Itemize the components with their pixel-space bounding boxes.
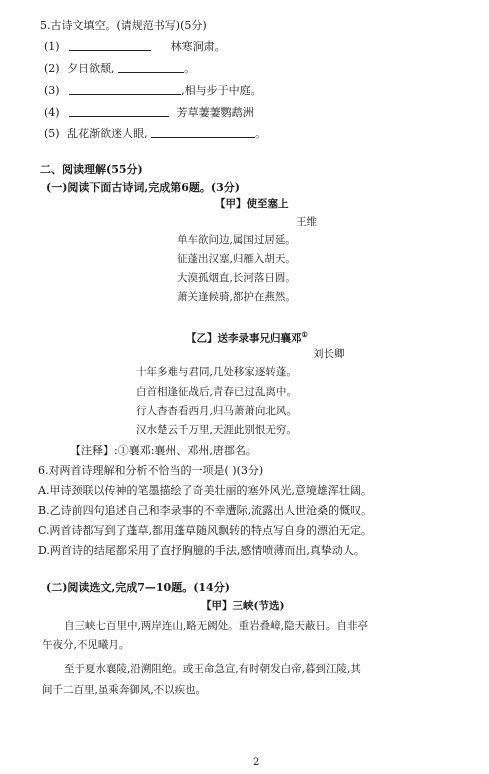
answer-blank-3[interactable] bbox=[69, 84, 181, 95]
answer-blank-2[interactable] bbox=[118, 62, 184, 73]
prose-line: 至于夏水襄陵,沿溯阻绝。或王命急宣,有时朝发白帝,暮到江陵,其 bbox=[64, 663, 361, 675]
answer-blank-4[interactable] bbox=[69, 106, 169, 117]
q5-item-4: (4) 芳草萋萋鹦鹉洲 bbox=[44, 106, 254, 119]
prose-line: 自三峡七百里中,两岸连山,略无阙处。重岩叠嶂,隐天蔽日。自非亭 bbox=[64, 620, 369, 632]
q6-option-d[interactable]: D.两首诗的结尾都采用了直抒胸臆的手法,感情喷薄而出,真挚动人。 bbox=[38, 544, 365, 557]
part2-heading: (二)阅读选文,完成7—10题。(14分) bbox=[46, 581, 230, 594]
poem-b-title: 【乙】送李录事兄归襄邓① bbox=[186, 330, 308, 345]
q6-option-c[interactable]: C.两首诗都写到了蓬草,都用蓬草随风飘转的特点写自身的漂泊无定。 bbox=[38, 524, 373, 537]
prose-title: 【甲】三峡(节选) bbox=[201, 600, 285, 612]
answer-blank-1[interactable] bbox=[69, 40, 151, 51]
page-number: 2 bbox=[253, 757, 260, 768]
q5-title: 5.古诗文填空。(请规范书写)(5分) bbox=[40, 19, 207, 32]
q5-item-2: (2) 夕日欲颓, 。 bbox=[44, 62, 196, 75]
poem-a-title: 【甲】使至塞上 bbox=[215, 198, 289, 210]
poem-b-line: 汉水楚云千万里,天涯此别恨无穷。 bbox=[136, 424, 297, 436]
poem-a-line: 萧关逢候骑,都护在燕然。 bbox=[177, 291, 296, 303]
answer-blank-5[interactable] bbox=[151, 127, 255, 138]
poem-b-line: 白首相逢征战后,青春已过乱离中。 bbox=[136, 386, 297, 398]
footnote-marker: ① bbox=[301, 330, 308, 339]
prose-line: 间千二百里,虽乘奔御风,不以疾也。 bbox=[42, 684, 207, 696]
poem-a-author: 王维 bbox=[296, 216, 317, 228]
poem-b-line: 十年多难与君同,几处移家逐转蓬。 bbox=[136, 366, 297, 378]
poem-b-author: 刘长卿 bbox=[313, 348, 345, 360]
prose-line: 午夜分,不见曦月。 bbox=[42, 639, 130, 651]
poem-a-line: 大漠孤烟直,长河落日圆。 bbox=[177, 272, 296, 284]
section2-heading: 二、阅读理解(55分) bbox=[40, 163, 143, 176]
poem-a-line: 单车欲问边,属国过居延。 bbox=[177, 234, 296, 246]
q5-item-5: (5) 乱花渐欲迷人眼, 。 bbox=[44, 127, 267, 140]
poem-a-line: 征蓬出汉塞,归雁入胡天。 bbox=[177, 253, 296, 265]
q6-option-b[interactable]: B.乙诗前四句追述自己和李录事的不幸遭际,流露出人世沧桑的慨叹。 bbox=[38, 504, 373, 517]
q5-item-1: (1) 林寒涧肃。 bbox=[44, 40, 226, 53]
annotation-note: 【注释】:①襄邓:襄州、邓州,唐郡名。 bbox=[70, 444, 257, 457]
poem-b-line: 行人杳杳看西月,归马萧萧向北风。 bbox=[136, 405, 297, 417]
q6-option-a[interactable]: A.甲诗颈联以传神的笔墨描绘了奇美壮丽的塞外风光,意境雄浑壮阔。 bbox=[38, 484, 372, 497]
q6-stem: 6.对两首诗理解和分析不恰当的一项是( )(3分) bbox=[38, 464, 264, 477]
q5-item-3: (3) ,相与步于中庭。 bbox=[44, 84, 262, 97]
part1-heading: (一)阅读下面古诗词,完成第6题。(3分) bbox=[46, 181, 240, 194]
